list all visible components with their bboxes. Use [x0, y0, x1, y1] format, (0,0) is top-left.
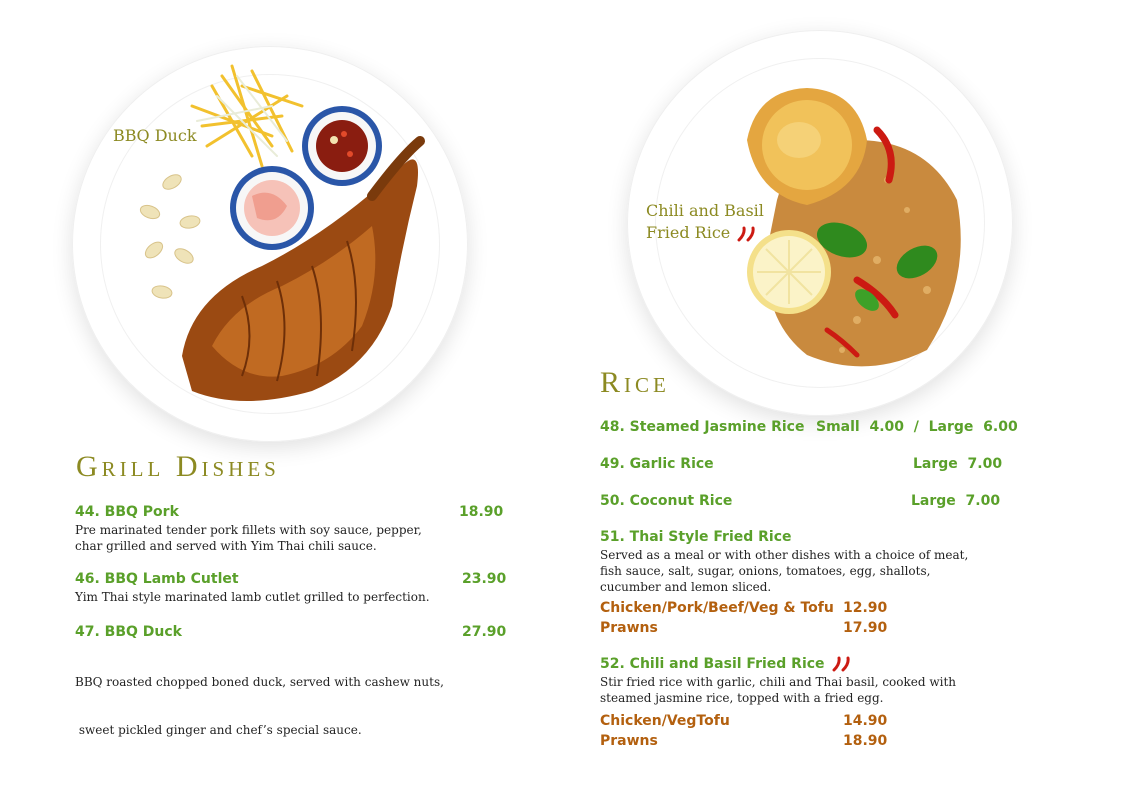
grill-item-description — [75, 589, 430, 605]
grill-item-description — [75, 522, 422, 554]
rice-option-price: 12.90 — [843, 600, 888, 616]
desc-line: char grilled and served with Yim Thai chili sauce. — [75, 539, 377, 553]
grill-item-name: 47. BBQ Duck — [75, 624, 182, 640]
desc-line: steamed jasmine rice, topped with a fried egg. — [600, 691, 884, 705]
rice-option-price: 17.90 — [843, 620, 888, 636]
rice-option-label: Chicken/Pork/Beef/Veg & Tofu — [600, 600, 834, 616]
rice-item-description — [600, 547, 968, 595]
rice-item-name — [600, 656, 853, 672]
duck-food-illustration — [72, 46, 468, 442]
rice-photo-caption — [646, 200, 764, 244]
rice-item-name: 51. Thai Style Fried Rice — [600, 529, 792, 545]
grill-section-title: Grill Dishes — [76, 450, 280, 483]
grill-item-name: 46. BBQ Lamb Cutlet — [75, 571, 239, 587]
rice-caption-line2-text: Fried Rice — [646, 223, 731, 242]
duck-plate-photo — [72, 46, 468, 442]
rice-item-price: Large 7.00 — [911, 493, 1001, 509]
desc-line: Stir fried rice with garlic, chili and Thai basil, cooked with — [600, 675, 957, 689]
rice-option-price: 14.90 — [843, 713, 888, 729]
rice-option-price: 18.90 — [843, 733, 888, 749]
rice-option-label: Prawns — [600, 733, 658, 749]
rice-item-name-text: 52. Chili and Basil Fried Rice — [600, 656, 825, 672]
rice-item-description — [600, 674, 956, 706]
rice-item-name: 49. Garlic Rice — [600, 456, 714, 472]
desc-line: Pre marinated tender pork fillets with soy sauce, pepper, — [75, 523, 422, 537]
desc-line: BBQ roasted chopped boned duck, served with cashew nuts, — [75, 675, 444, 689]
rice-option-label: Chicken/VegTofu — [600, 713, 730, 729]
duck-photo-caption: BBQ Duck — [113, 126, 197, 145]
desc-line: cucumber and lemon sliced. — [600, 580, 772, 594]
rice-item-price: Large 7.00 — [913, 456, 1003, 472]
desc-line: fish sauce, salt, sugar, onions, tomatoes, egg, shallots, — [600, 564, 931, 578]
rice-caption-line1: Chili and Basil — [646, 201, 764, 220]
grill-item-price: 18.90 — [459, 504, 504, 520]
desc-line: Served as a meal or with other dishes with a choice of meat, — [600, 548, 969, 562]
grill-item-name: 44. BBQ Pork — [75, 504, 179, 520]
rice-item-price: Small 4.00 / Large 6.00 — [816, 419, 1018, 435]
rice-section-title: Rice — [600, 366, 670, 399]
rice-caption-line2 — [646, 222, 764, 244]
rice-item-name: 50. Coconut Rice — [600, 493, 733, 509]
grill-item-price: 27.90 — [462, 624, 507, 640]
rice-option-label: Prawns — [600, 620, 658, 636]
desc-line: Yim Thai style marinated lamb cutlet grilled to perfection. — [75, 590, 430, 604]
rice-item-name: 48. Steamed Jasmine Rice — [600, 419, 805, 435]
chili-pepper-icon — [829, 656, 853, 672]
grill-item-description — [75, 642, 444, 754]
desc-line: sweet pickled ginger and chef’s special sauce. — [75, 723, 362, 737]
chili-pepper-icon — [735, 226, 757, 242]
grill-item-price: 23.90 — [462, 571, 507, 587]
